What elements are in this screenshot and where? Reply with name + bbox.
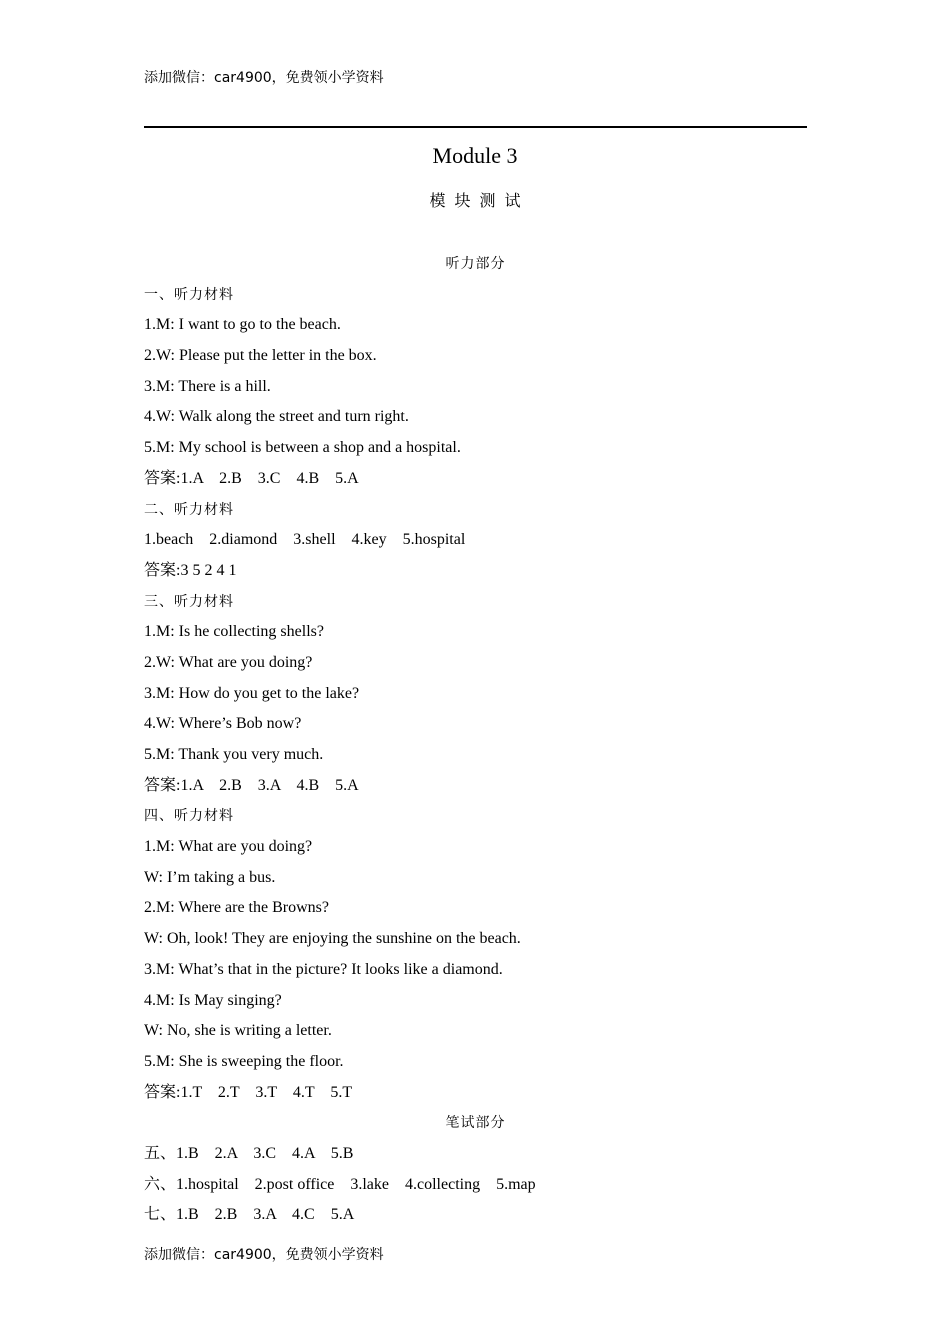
section-4-item-2-reply: W: Oh, look! They are enjoying the sunshine on the beach. — [144, 930, 521, 948]
section-3-item-4: 4.W: Where’s Bob now? — [144, 715, 302, 733]
section-4-item-3: 3.M: What’s that in the picture? It looks like a diamond. — [144, 960, 503, 978]
section-3-item-1: 1.M: Is he collecting shells? — [144, 623, 324, 641]
section-4-item-2-question: 2.M: Where are the Browns? — [144, 899, 329, 917]
header-divider — [144, 126, 807, 128]
section-4-heading: 四、听力材料 — [144, 808, 234, 825]
header-watermark-note: 添加微信：car4900，免费领小学资料 — [144, 70, 384, 86]
section-1-answers: 答案:1.A 2.B 3.C 4.B 5.A — [144, 469, 359, 487]
section-5-answers: 五、1.B 2.A 3.C 4.A 5.B — [144, 1144, 354, 1162]
section-6-answers: 六、1.hospital 2.post office 3.lake 4.collecting 5.map — [144, 1175, 536, 1193]
section-3-heading: 三、听力材料 — [144, 593, 234, 610]
section-3-item-5: 5.M: Thank you very much. — [144, 746, 324, 763]
section-3-item-3: 3.M: How do you get to the lake? — [144, 684, 360, 702]
section-4-item-1-question: 1.M: What are you doing? — [144, 838, 313, 856]
section-1-heading: 一、听力材料 — [144, 286, 234, 303]
section-3-item-2: 2.W: What are you doing? — [144, 653, 313, 671]
section-1-item-4: 4.W: Walk along the street and turn right. — [144, 408, 409, 426]
section-4-answers: 答案:1.T 2.T 3.T 4.T 5.T — [144, 1083, 353, 1101]
section-4-item-5: 5.M: She is sweeping the floor. — [144, 1052, 344, 1070]
section-7-answers: 七、1.B 2.B 3.A 4.C 5.A — [144, 1206, 355, 1224]
footer-watermark-note: 添加微信：car4900，免费领小学资料 — [144, 1247, 384, 1263]
section-2-answers: 答案:3 5 2 4 1 — [144, 561, 237, 579]
answer-content — [144, 249, 807, 1231]
section-1-item-5: 5.M: My school is between a shop and a hospital. — [144, 439, 461, 457]
section-2-words: 1.beach 2.diamond 3.shell 4.key 5.hospital — [144, 531, 466, 549]
section-1-item-3: 3.M: There is a hill. — [144, 377, 271, 395]
section-4-item-4-question: 4.M: Is May singing? — [144, 991, 282, 1009]
page-title: Module 3 — [432, 143, 518, 168]
section-1-item-2: 2.W: Please put the letter in the box. — [144, 347, 377, 365]
section-4-item-4-reply: W: No, she is writing a letter. — [144, 1022, 332, 1040]
section-4-item-1-reply: W: I’m taking a bus. — [144, 868, 276, 886]
writing-section-header: 笔试部分 — [445, 1115, 506, 1132]
section-2-heading: 二、听力材料 — [144, 501, 234, 518]
page-subtitle: 模块测试 — [429, 191, 530, 210]
listening-section-header: 听力部分 — [445, 256, 506, 272]
section-1-item-1: 1.M: I want to go to the beach. — [144, 316, 341, 334]
section-3-answers: 答案:1.A 2.B 3.A 4.B 5.A — [144, 776, 359, 794]
